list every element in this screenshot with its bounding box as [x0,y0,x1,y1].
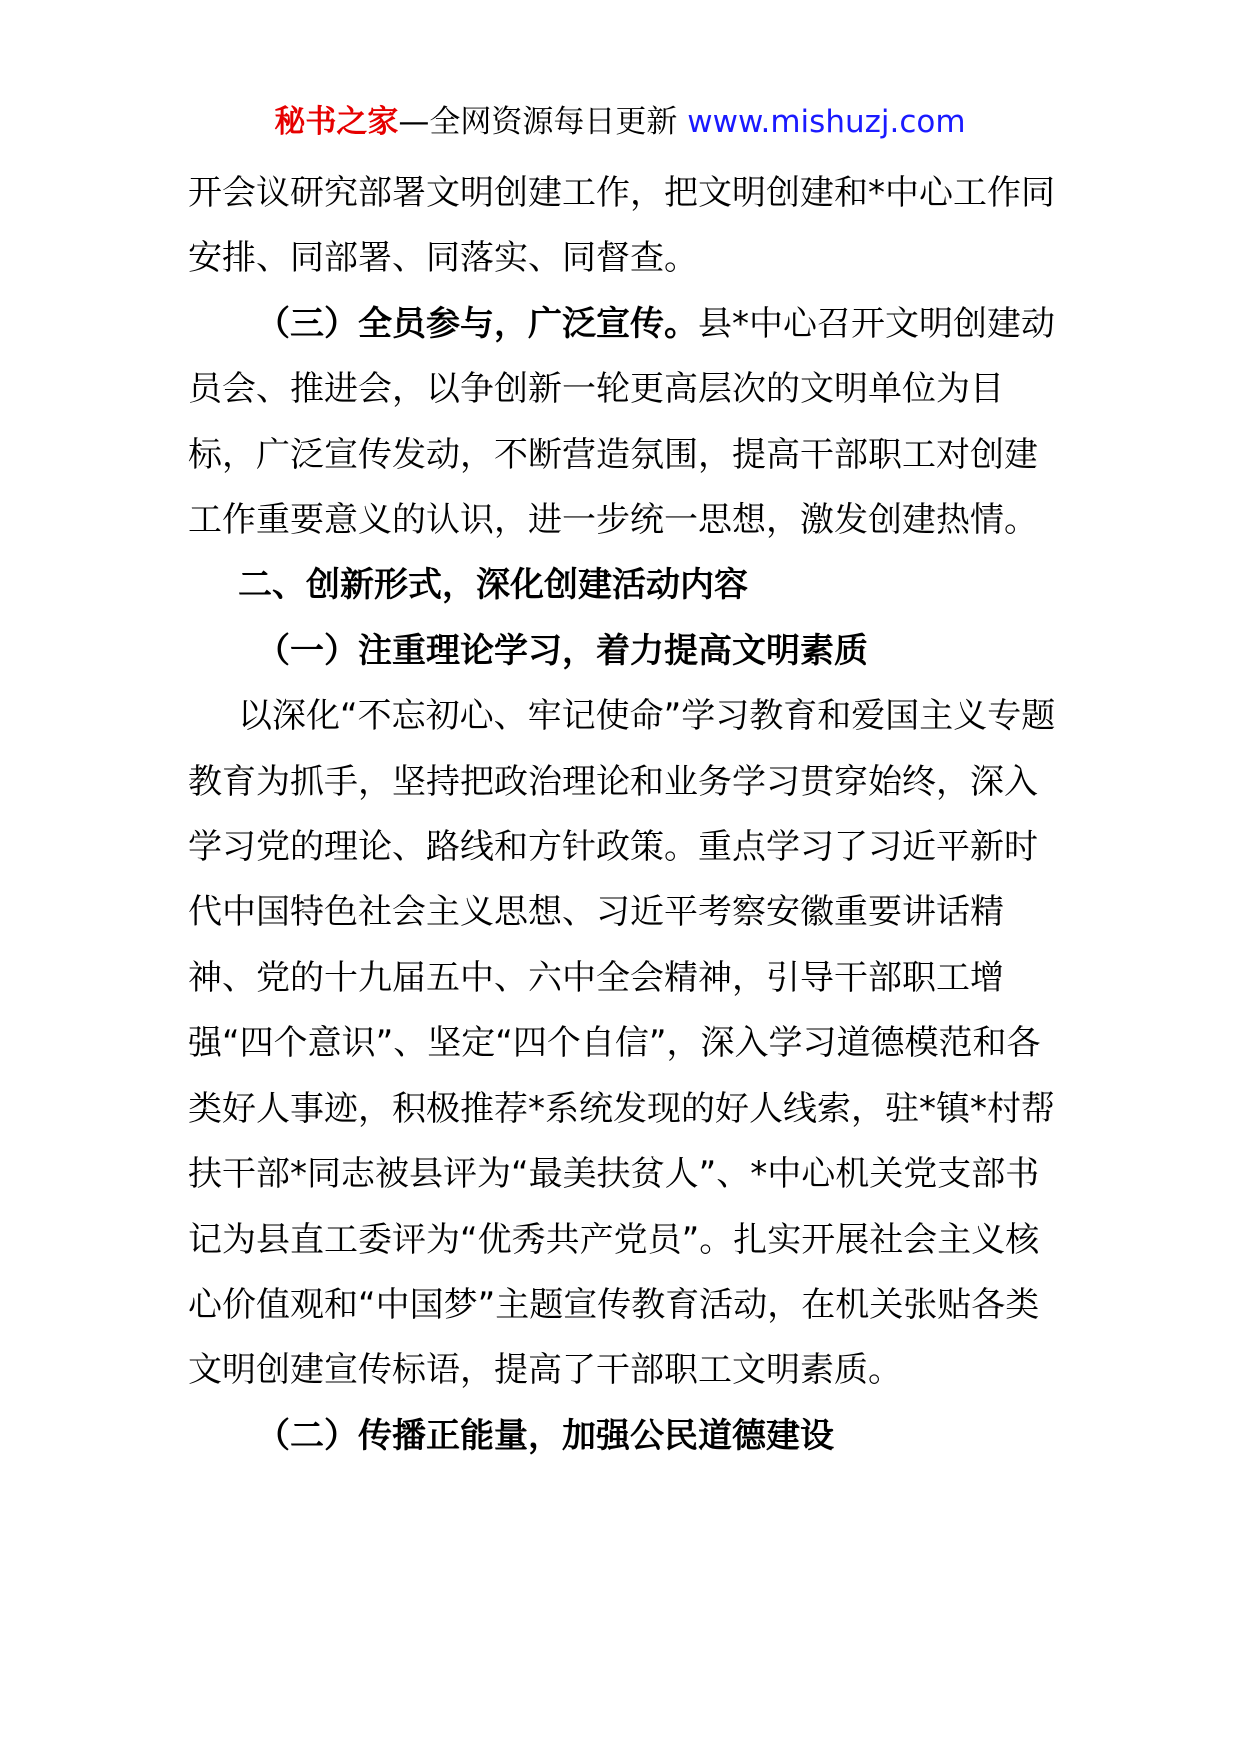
paragraph-publicity-text: 县*中心召开文明创建动员会、推进会，以争创新一轮更高层次的文明单位为目标，广泛宣传发动，不断营造氛围，提高干部职工对创建工作重要意义的认识，进一步统一思想，激发创建热情。 [188,303,1055,541]
subsection-heading-theory-study: （一）注重理论学习，着力提高文明素质 [256,630,868,671]
paragraph-publicity-lead: （三）全员参与，广泛宣传。 [256,303,698,344]
document-body [188,161,1058,1469]
site-header [0,100,1240,144]
site-url-link[interactable]: www.mishuzj.com [687,104,966,140]
paragraph-publicity [188,292,1058,554]
paragraph-theory-study: 以深化“不忘初心、牢记使命”学习教育和爱国主义专题教育为抓手，坚持把政治理论和业务学习贯穿始终，深入学习党的理论、路线和方针政策。重点学习了习近平新时代中国特色社会主义思想、习近平考察安徽重要讲话精神、党的十九届五中、六中全会精神，引导干部职工增强“四个意识”、坚定“四个自信”，深入学习道德模范和各类好人事迹，积极推荐*系统发现的好人线索，驻*镇*村帮扶干部*同志被县评为“最美扶贫人”、*中心机关党支部书记为县直工委评为“优秀共产党员”。扎实开展社会主义核心价值观和“中国梦”主题宣传教育活动，在机关张贴各类文明创建宣传标语，提高了干部职工文明素质。 [188,696,1056,1391]
brand-name: 秘书之家 [274,104,399,140]
section-heading-2: 二、创新形式，深化创建活动内容 [238,565,748,606]
paragraph-continuation: 开会议研究部署文明创建工作，把文明创建和*中心工作同安排、同部署、同落实、同督查。 [188,173,1055,279]
subsection-heading-morality: （二）传播正能量，加强公民道德建设 [256,1415,834,1456]
header-tagline: —全网资源每日更新 [398,104,688,140]
